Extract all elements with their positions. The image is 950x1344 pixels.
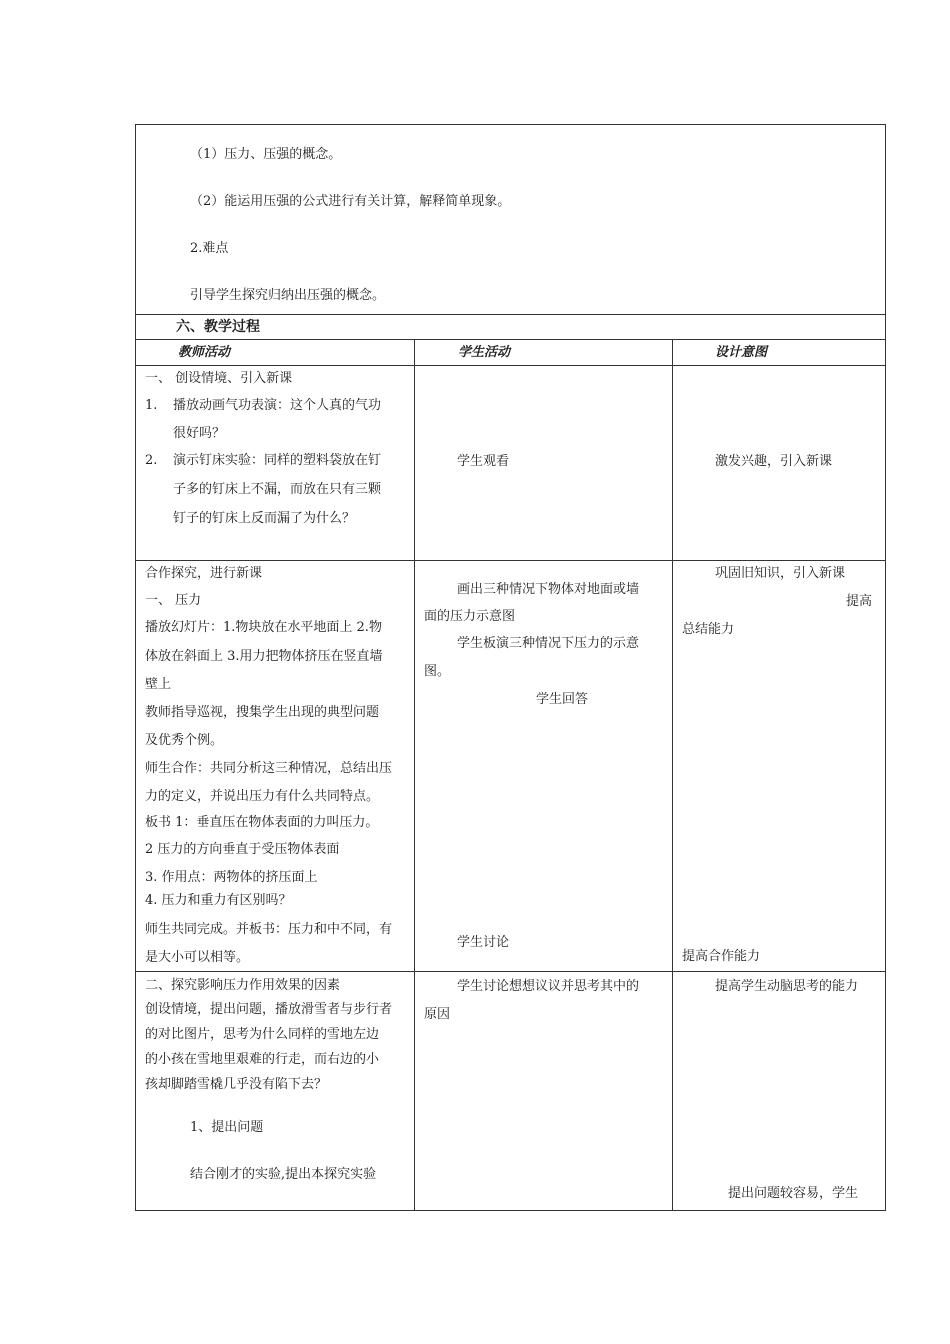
row2-student-line: 学生板演三种情况下压力的示意 [457,636,640,651]
row2-teacher-line: 教师指导巡视，搜集学生出现的典型问题 [145,705,380,720]
row2-teacher-line: 播放幻灯片：1.物块放在水平地面上 2.物 [145,620,382,635]
row3-teacher-line: 的对比图片，思考为什么同样的雪地左边 [145,1027,380,1042]
table-rule [135,971,886,972]
row2-teacher-line: 合作探究，进行新课 [145,566,263,581]
row2-student-line: 学生讨论 [457,935,510,950]
row2-teacher-line: 3. 作用点：两物体的挤压面上 [145,870,318,885]
row2-teacher-line: 力的定义，并说出压力有什么共同特点。 [145,789,380,804]
row2-intent-line: 提高合作能力 [682,949,761,964]
header-student: 学生活动 [458,345,511,360]
row1-item-line: 钉子的钉床上反而漏了为什么？ [173,511,356,526]
row3-teacher-line: 结合刚才的实验,提出本探究实验 [190,1167,377,1182]
row3-teacher-line: 创设情境，提出问题，播放滑雪者与步行者 [145,1002,393,1017]
row2-intent-line: 巩固旧知识，引入新课 [715,566,846,581]
row2-teacher-line: 4. 压力和重力有区别吗？ [145,893,292,908]
row1-teacher-title: 一、 创设情境、引入新课 [145,371,293,386]
row2-student-line: 图。 [424,664,451,679]
row1-item-number: 1. [145,398,158,413]
column-divider [414,339,415,1211]
table-rule [135,365,886,366]
row2-student-line: 画出三种情况下物体对地面或墙 [457,582,640,597]
row3-intent-line: 提高学生动脑思考的能力 [715,979,859,994]
table-rule [135,314,886,315]
row3-intent-line: 提出问题较容易，学生 [728,1186,859,1201]
column-divider [672,339,673,1211]
difficulty-text: 引导学生探究归纳出压强的概念。 [190,288,386,303]
row2-teacher-line: 是大小可以相等。 [145,950,250,965]
row1-item-line: 很好吗？ [173,426,226,441]
row2-teacher-line: 及优秀个例。 [145,733,224,748]
table-rule [135,560,886,561]
row3-student-line: 原因 [424,1007,451,1022]
row2-teacher-line: 师生共同完成。并板书：压力和中不同，有 [145,922,393,937]
row2-student-line: 面的压力示意图 [424,609,516,624]
row1-item-line: 播放动画气功表演：这个人真的气功 [173,398,382,413]
row3-teacher-line: 孩却脚踏雪橇几乎没有陷下去？ [145,1077,328,1092]
row2-teacher-line: 板书 1：垂直压在物体表面的力叫压力。 [145,815,379,830]
row3-student-line: 学生讨论想想议议并思考其中的 [457,979,640,994]
row1-intent: 激发兴趣，引入新课 [715,454,833,469]
row1-item-line: 子多的钉床上不漏，而放在只有三颗 [173,482,382,497]
row2-student-line: 学生回答 [536,692,589,707]
row1-item-number: 2. [145,453,158,468]
row2-teacher-line: 体放在斜面上 3.用力把物体挤压在竖直墙 [145,649,383,664]
row2-intent-line: 总结能力 [682,622,735,637]
table-rule [135,339,886,340]
difficulty-title: 2.难点 [190,241,229,256]
row3-teacher-line: 1、提出问题 [190,1120,264,1135]
row2-teacher-line: 壁上 [145,677,172,692]
row2-intent-line: 提高 [846,594,873,609]
row2-teacher-line: 一、 压力 [145,593,202,608]
header-teacher: 教师活动 [178,345,231,360]
header-intent: 设计意图 [715,345,768,360]
row3-teacher-line: 二、探究影响压力作用效果的因素 [145,978,341,993]
row3-teacher-line: 的小孩在雪地里艰难的行走，而右边的小 [145,1052,380,1067]
row1-item-line: 演示钉床实验：同样的塑料袋放在钉 [173,453,382,468]
row1-student: 学生观看 [457,454,510,469]
objective-item: （2）能运用压强的公式进行有关计算，解释简单现象。 [190,194,511,209]
section-title: 六、教学过程 [176,319,260,335]
row2-teacher-line: 师生合作：共同分析这三种情况，总结出压 [145,761,393,776]
row2-teacher-line: 2 压力的方向垂直于受压物体表面 [145,842,340,857]
objective-item: （1）压力、压强的概念。 [190,147,342,162]
